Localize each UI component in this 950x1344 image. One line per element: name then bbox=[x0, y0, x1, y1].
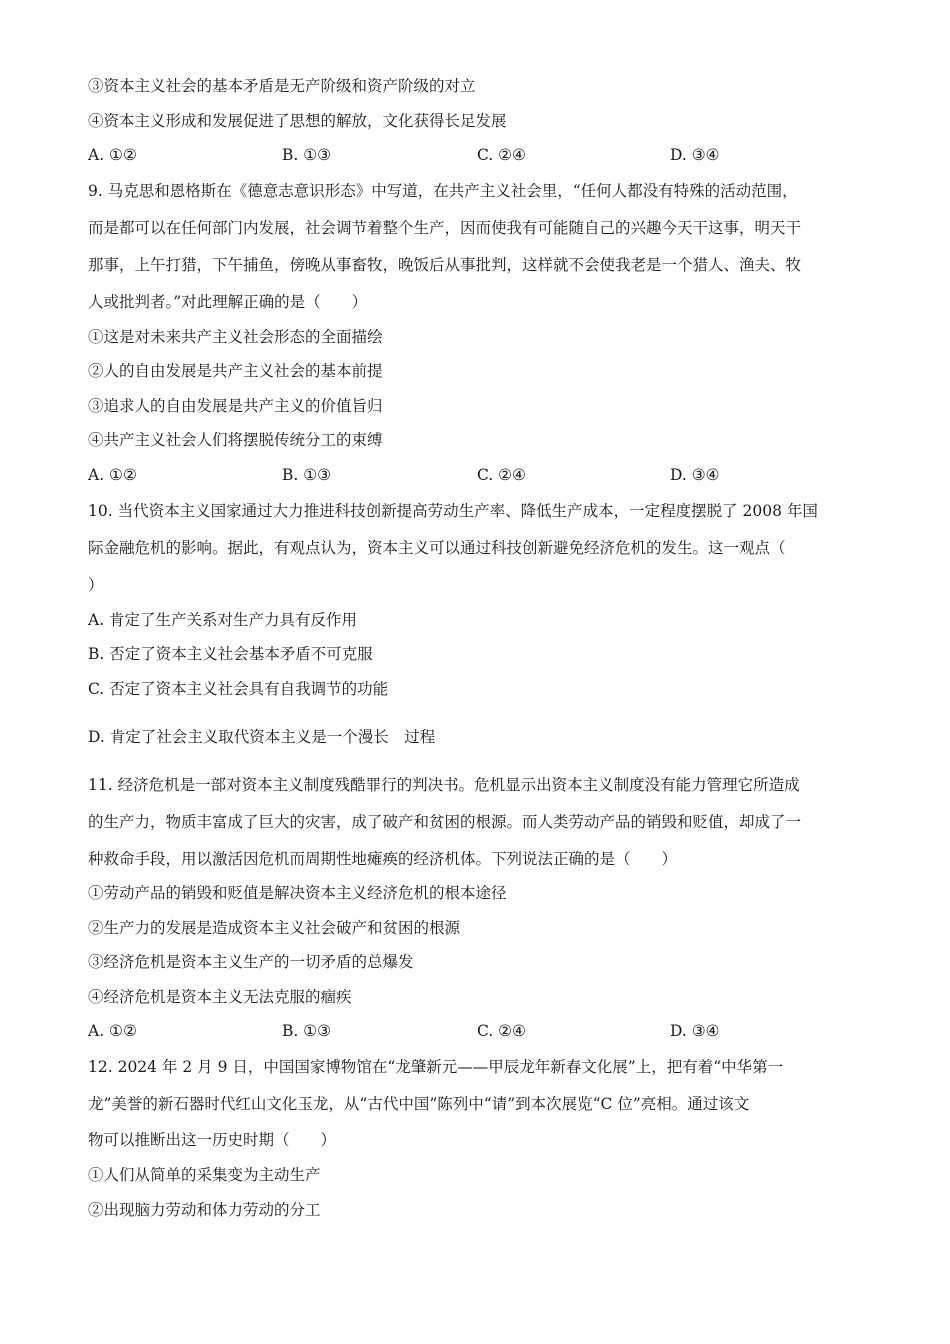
option-line: ②人的自由发展是共产主义社会的基本前提 bbox=[88, 362, 383, 380]
question-text: 10. 当代资本主义国家通过大力推进科技创新提高劳动生产率、降低生产成本，一定程度摆脱了 2008 年国 bbox=[88, 502, 818, 520]
option-line: ①人们从简单的采集变为主动生产 bbox=[88, 1166, 321, 1184]
choice-a: A. ①② bbox=[88, 466, 137, 484]
answer-choices bbox=[88, 145, 868, 165]
choice-a: A. ①② bbox=[88, 1022, 137, 1040]
option-line: ④资本主义形成和发展促进了思想的解放，文化获得长足发展 bbox=[88, 112, 507, 130]
question-text: 那事，上午打猎，下午捕鱼，傍晚从事畜牧，晚饭后从事批判，这样就不会使我老是一个猎人、渔夫、牧 bbox=[88, 256, 802, 274]
choice-b: B. ①③ bbox=[282, 466, 332, 484]
option-line: ②出现脑力劳动和体力劳动的分工 bbox=[88, 1201, 321, 1219]
question-text: ） bbox=[88, 576, 104, 594]
answer-choices bbox=[88, 465, 868, 485]
choice-d: D. ③④ bbox=[670, 466, 720, 484]
option-line: ③资本主义社会的基本矛盾是无产阶级和资产阶级的对立 bbox=[88, 77, 476, 95]
question-text: 9. 马克思和恩格斯在《德意志意识形态》中写道，在共产主义社会里，“任何人都没有特殊的活动范围， bbox=[88, 182, 798, 200]
choice-c: C. ②④ bbox=[477, 466, 526, 484]
question-text: 而是都可以在任何部门内发展，社会调节着整个生产，因而使我有可能随自己的兴趣今天干这事，明天干 bbox=[88, 219, 802, 237]
option-line: ③追求人的自由发展是共产主义的价值旨归 bbox=[88, 397, 383, 415]
question-text: 的生产力，物质丰富成了巨大的灾害，成了破产和贫困的根源。而人类劳动产品的销毁和贬值，却成了一 bbox=[88, 813, 802, 831]
option-line: ③经济危机是资本主义生产的一切矛盾的总爆发 bbox=[88, 953, 414, 971]
question-text: 人或批判者。”对此理解正确的是（ ） bbox=[88, 293, 368, 311]
choice-line: B. 否定了资本主义社会基本矛盾不可克服 bbox=[88, 645, 373, 663]
choice-c: C. ②④ bbox=[477, 146, 526, 164]
choice-line: A. 肯定了生产关系对生产力具有反作用 bbox=[88, 611, 358, 629]
choice-b: B. ①③ bbox=[282, 146, 332, 164]
choice-line: D. 肯定了社会主义取代资本主义是一个漫长 过程 bbox=[88, 728, 436, 746]
answer-choices bbox=[88, 1021, 868, 1041]
question-text: 际金融危机的影响。据此，有观点认为，资本主义可以通过科技创新避免经济危机的发生。这一观点（ bbox=[88, 539, 786, 557]
option-line: ②生产力的发展是造成资本主义社会破产和贫困的根源 bbox=[88, 919, 461, 937]
question-text: 11. 经济危机是一部对资本主义制度残酷罪行的判决书。危机显示出资本主义制度没有能力管理它所造成 bbox=[88, 776, 800, 794]
question-text: 龙”美誉的新石器时代红山文化玉龙，从“古代中国”陈列中“请”到本次展览“C 位”亮相。通过该文 bbox=[88, 1095, 750, 1113]
option-line: ①劳动产品的销毁和贬值是解决资本主义经济危机的根本途径 bbox=[88, 884, 507, 902]
choice-a: A. ①② bbox=[88, 146, 137, 164]
choice-c: C. ②④ bbox=[477, 1022, 526, 1040]
option-line: ④经济危机是资本主义无法克服的痼疾 bbox=[88, 988, 352, 1006]
option-line: ①这是对未来共产主义社会形态的全面描绘 bbox=[88, 328, 383, 346]
question-text: 12. 2024 年 2 月 9 日，中国国家博物馆在“龙肇新元——甲辰龙年新春文化展”上，把有着“中华第一 bbox=[88, 1058, 784, 1076]
choice-d: D. ③④ bbox=[670, 146, 720, 164]
option-line: ④共产主义社会人们将摆脱传统分工的束缚 bbox=[88, 431, 383, 449]
choice-d: D. ③④ bbox=[670, 1022, 720, 1040]
question-text: 种救命手段，用以激活因危机而周期性地瘫痪的经济机体。下列说法正确的是（ ） bbox=[88, 850, 678, 868]
question-text: 物可以推断出这一历史时期（ ） bbox=[88, 1131, 337, 1149]
choice-line: C. 否定了资本主义社会具有自我调节的功能 bbox=[88, 680, 389, 698]
choice-b: B. ①③ bbox=[282, 1022, 332, 1040]
